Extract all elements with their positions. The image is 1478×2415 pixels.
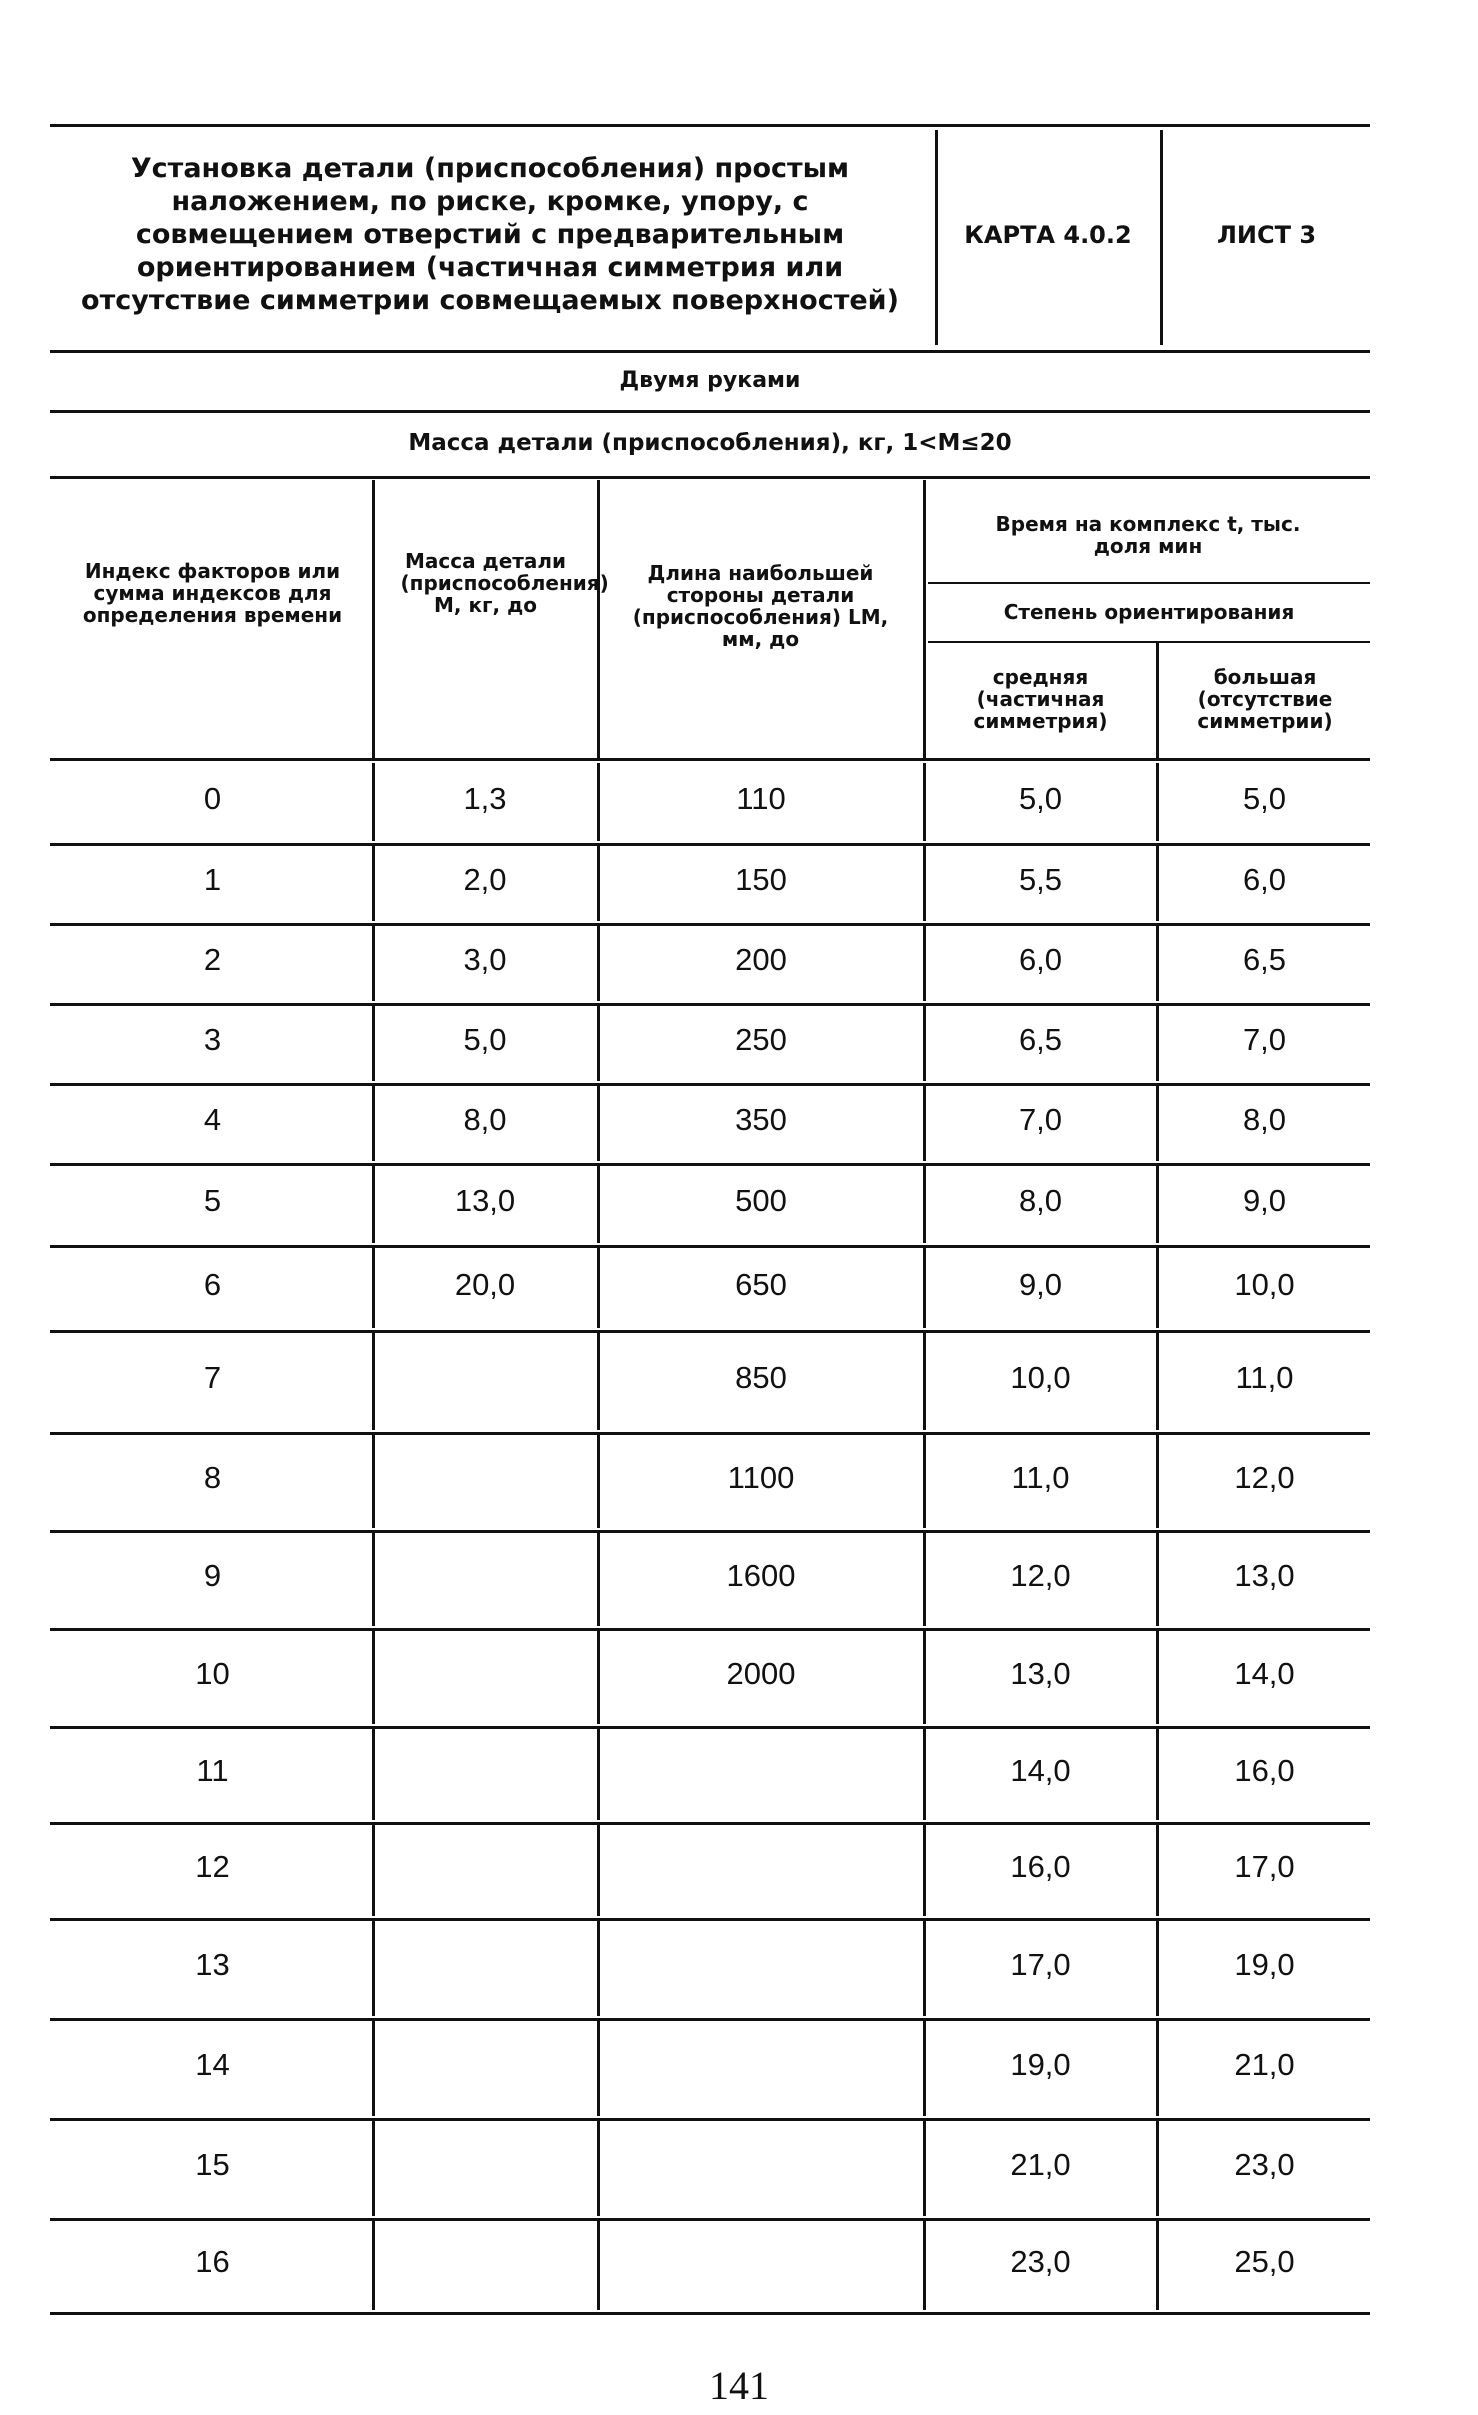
- cell-length: 200: [735, 942, 787, 977]
- cell-mass: 2,0: [463, 862, 507, 897]
- cell-medium: 19,0: [1010, 2047, 1071, 2082]
- row-divider: [1156, 1332, 1159, 1430]
- orientation-rule: [928, 641, 1370, 643]
- cell-index: 6: [203, 1266, 222, 1302]
- cell-large: 11,0: [1235, 1360, 1294, 1395]
- cell-index: 8: [203, 1460, 222, 1495]
- row-divider: [1156, 1085, 1159, 1161]
- row-divider: [1156, 763, 1159, 841]
- row-divider: [1156, 1247, 1159, 1328]
- cell-mass: 8,0: [463, 1102, 507, 1137]
- cell-large: 10,0: [1234, 1266, 1295, 1302]
- row-divider: [1156, 925, 1159, 1001]
- cell-medium: 6,5: [1018, 1022, 1063, 1057]
- cell-medium: 16,0: [1010, 1849, 1071, 1884]
- cell-large: 19,0: [1234, 1947, 1295, 1982]
- cell-large: 16,0: [1234, 1753, 1295, 1788]
- row-divider: [372, 1005, 375, 1081]
- col-divider-2: [597, 480, 600, 758]
- cell-index: 5: [203, 1183, 222, 1218]
- cell-length: [600, 1726, 922, 1816]
- cell-large: 9,0: [1242, 1183, 1287, 1218]
- row-divider: [923, 1332, 926, 1430]
- row-divider: [597, 2020, 600, 2116]
- row-divider: [597, 1247, 600, 1328]
- cell-mass: [375, 1918, 595, 2012]
- page-number: 141: [709, 2363, 769, 2408]
- cell-mass: [375, 1530, 595, 1622]
- cell-mass: [375, 1822, 595, 1912]
- cell-length: [600, 1918, 922, 2012]
- row-divider: [372, 1085, 375, 1161]
- mass-range-label: Масса детали (приспособления), кг, 1<M≤20: [408, 430, 1012, 456]
- row-divider: [372, 2020, 375, 2116]
- row-divider: [923, 925, 926, 1001]
- row-divider: [597, 925, 600, 1001]
- cell-index: 12: [195, 1849, 230, 1884]
- row-rule: [50, 2312, 1370, 2315]
- row-divider: [597, 1005, 600, 1081]
- cell-mass: 13,0: [454, 1183, 516, 1218]
- mass-range-rule: [50, 476, 1370, 479]
- cell-large: 6,5: [1242, 942, 1287, 977]
- row-divider: [597, 1434, 600, 1528]
- row-divider: [372, 1630, 375, 1724]
- cell-mass: 20,0: [454, 1266, 516, 1302]
- row-divider: [372, 1247, 375, 1328]
- row-divider: [923, 1532, 926, 1626]
- row-divider: [923, 2120, 926, 2216]
- cell-medium: 17,0: [1010, 1947, 1071, 1982]
- cell-index: 13: [195, 1947, 230, 1982]
- row-divider: [597, 845, 600, 921]
- cell-medium: 21,0: [1010, 2147, 1071, 2182]
- row-divider: [1156, 1005, 1159, 1081]
- cell-medium: 5,5: [1018, 862, 1063, 897]
- cell-length: 2000: [726, 1656, 796, 1691]
- cell-mass: 3,0: [463, 942, 507, 977]
- row-divider: [372, 1165, 375, 1243]
- cell-length: [600, 2118, 922, 2212]
- cell-large: 14,0: [1234, 1656, 1295, 1691]
- row-divider: [923, 1005, 926, 1081]
- cell-mass: [375, 1628, 595, 1720]
- cell-large: 6,0: [1242, 862, 1287, 897]
- cell-large: 23,0: [1234, 2147, 1295, 2182]
- row-divider: [1156, 845, 1159, 921]
- cell-index: 3: [203, 1022, 222, 1057]
- row-divider: [372, 845, 375, 921]
- row-divider: [597, 1532, 600, 1626]
- row-divider: [597, 1165, 600, 1243]
- col-time-header: Время на комплекс t, тыс. доля мин: [995, 512, 1301, 558]
- row-divider: [597, 763, 600, 841]
- row-divider: [1156, 1532, 1159, 1626]
- row-divider: [923, 1920, 926, 2016]
- cell-large: 17,0: [1234, 1849, 1295, 1884]
- hands-label: Двумя руками: [619, 367, 801, 393]
- row-divider: [372, 1434, 375, 1528]
- row-divider: [1156, 1920, 1159, 2016]
- cell-medium: 5,0: [1018, 781, 1063, 816]
- cell-large: 13,0: [1234, 1558, 1295, 1593]
- row-divider: [597, 1085, 600, 1161]
- col-divider-4: [1156, 642, 1159, 758]
- cell-length: [600, 2018, 922, 2112]
- cell-index: 4: [203, 1102, 222, 1137]
- cell-mass: 1,3: [463, 781, 507, 816]
- cell-medium: 8,0: [1018, 1183, 1063, 1218]
- row-divider: [923, 845, 926, 921]
- cell-index: 10: [195, 1656, 230, 1691]
- col-medium-header: средняя (частичная симметрия): [973, 665, 1108, 733]
- cell-length: 150: [735, 862, 787, 897]
- cell-large: 25,0: [1234, 2244, 1295, 2279]
- cell-length: 1600: [726, 1558, 796, 1593]
- cell-large: 21,0: [1234, 2047, 1295, 2082]
- row-divider: [597, 1920, 600, 2016]
- cell-mass: [375, 1330, 595, 1426]
- cell-length: 250: [735, 1022, 787, 1057]
- cell-large: 12,0: [1234, 1460, 1295, 1495]
- row-divider: [923, 2220, 926, 2310]
- cell-mass: [375, 2118, 595, 2212]
- row-divider: [923, 1085, 926, 1161]
- cell-medium: 9,0: [1018, 1266, 1063, 1302]
- row-divider: [923, 1824, 926, 1916]
- col-divider-1: [372, 480, 375, 758]
- cell-index: 7: [203, 1360, 222, 1395]
- cell-medium: 12,0: [1010, 1558, 1071, 1593]
- sheet-number: ЛИСТ 3: [1216, 221, 1317, 249]
- cell-length: [600, 2218, 922, 2306]
- row-divider: [372, 1332, 375, 1430]
- cell-length: [600, 1822, 922, 1912]
- col-orientation-header: Степень ориентирования: [1003, 600, 1295, 624]
- col-large-header: большая (отсутствие симметрии): [1197, 665, 1333, 733]
- cell-index: 0: [203, 781, 222, 816]
- cell-length: 110: [736, 781, 786, 816]
- col-mass-header: Масса детали (приспособления) M, кг, до: [400, 549, 609, 617]
- col-length-header: Длина наибольшей стороны детали (приспособления) LM, мм, до: [632, 561, 889, 651]
- cell-index: 1: [203, 862, 222, 897]
- cell-mass: 5,0: [463, 1022, 507, 1057]
- row-divider: [597, 2220, 600, 2310]
- row-divider: [372, 1824, 375, 1916]
- row-divider: [597, 1728, 600, 1820]
- cell-medium: 14,0: [1010, 1753, 1071, 1788]
- row-divider: [923, 1434, 926, 1528]
- row-divider: [597, 1824, 600, 1916]
- cell-length: 650: [735, 1266, 787, 1302]
- row-divider: [1156, 2120, 1159, 2216]
- cell-index: 9: [203, 1558, 222, 1593]
- cell-mass: [375, 1432, 595, 1524]
- cell-mass: [375, 1726, 595, 1816]
- cell-large: 7,0: [1242, 1022, 1287, 1057]
- row-divider: [597, 1332, 600, 1430]
- row-divider: [923, 2020, 926, 2116]
- col-divider-3: [923, 480, 926, 758]
- row-divider: [1156, 1824, 1159, 1916]
- cell-length: 850: [735, 1360, 787, 1395]
- row-divider: [1156, 2020, 1159, 2116]
- row-divider: [372, 1532, 375, 1626]
- cell-mass: [375, 2218, 595, 2306]
- row-divider: [1156, 2220, 1159, 2310]
- card-title: Установка детали (приспособления) простым наложением, по риске, кромке, упору, с совмещением отверстий с предварительным ориентированием (частичная симметрия или отсутствие симметрии совмещаемых поверхностей): [81, 152, 899, 316]
- cell-large: 5,0: [1242, 781, 1287, 816]
- row-divider: [1156, 1728, 1159, 1820]
- cell-medium: 7,0: [1018, 1102, 1063, 1137]
- row-divider: [372, 1728, 375, 1820]
- cell-index: 15: [195, 2147, 230, 2182]
- top-rule: [50, 124, 1370, 127]
- row-divider: [1156, 1434, 1159, 1528]
- cell-index: 14: [195, 2047, 230, 2082]
- col-index-header: Индекс факторов или сумма индексов для определения времени: [82, 559, 343, 627]
- cell-medium: 11,0: [1011, 1460, 1070, 1495]
- cell-index: 16: [195, 2244, 230, 2279]
- cell-length: 350: [735, 1102, 787, 1137]
- cell-large: 8,0: [1242, 1102, 1287, 1137]
- row-divider: [923, 1728, 926, 1820]
- cell-medium: 23,0: [1010, 2244, 1071, 2279]
- row-divider: [1156, 1630, 1159, 1724]
- row-divider: [597, 2120, 600, 2216]
- row-divider: [372, 763, 375, 841]
- cell-length: 500: [735, 1183, 787, 1218]
- row-divider: [597, 1630, 600, 1724]
- row-divider: [372, 925, 375, 1001]
- row-divider: [1156, 1165, 1159, 1243]
- row-divider: [372, 2220, 375, 2310]
- row-divider: [923, 1165, 926, 1243]
- row-divider: [923, 763, 926, 841]
- card-number: КАРТА 4.0.2: [964, 221, 1132, 249]
- row-divider: [372, 1920, 375, 2016]
- cell-medium: 13,0: [1010, 1656, 1071, 1691]
- cell-length: 1100: [727, 1460, 795, 1495]
- cell-index: 2: [203, 942, 222, 977]
- cell-mass: [375, 2018, 595, 2112]
- row-divider: [923, 1247, 926, 1328]
- cell-medium: 10,0: [1010, 1360, 1071, 1395]
- row-divider: [372, 2120, 375, 2216]
- cell-medium: 6,0: [1018, 942, 1063, 977]
- row-divider: [923, 1630, 926, 1724]
- cell-index: 11: [196, 1753, 229, 1788]
